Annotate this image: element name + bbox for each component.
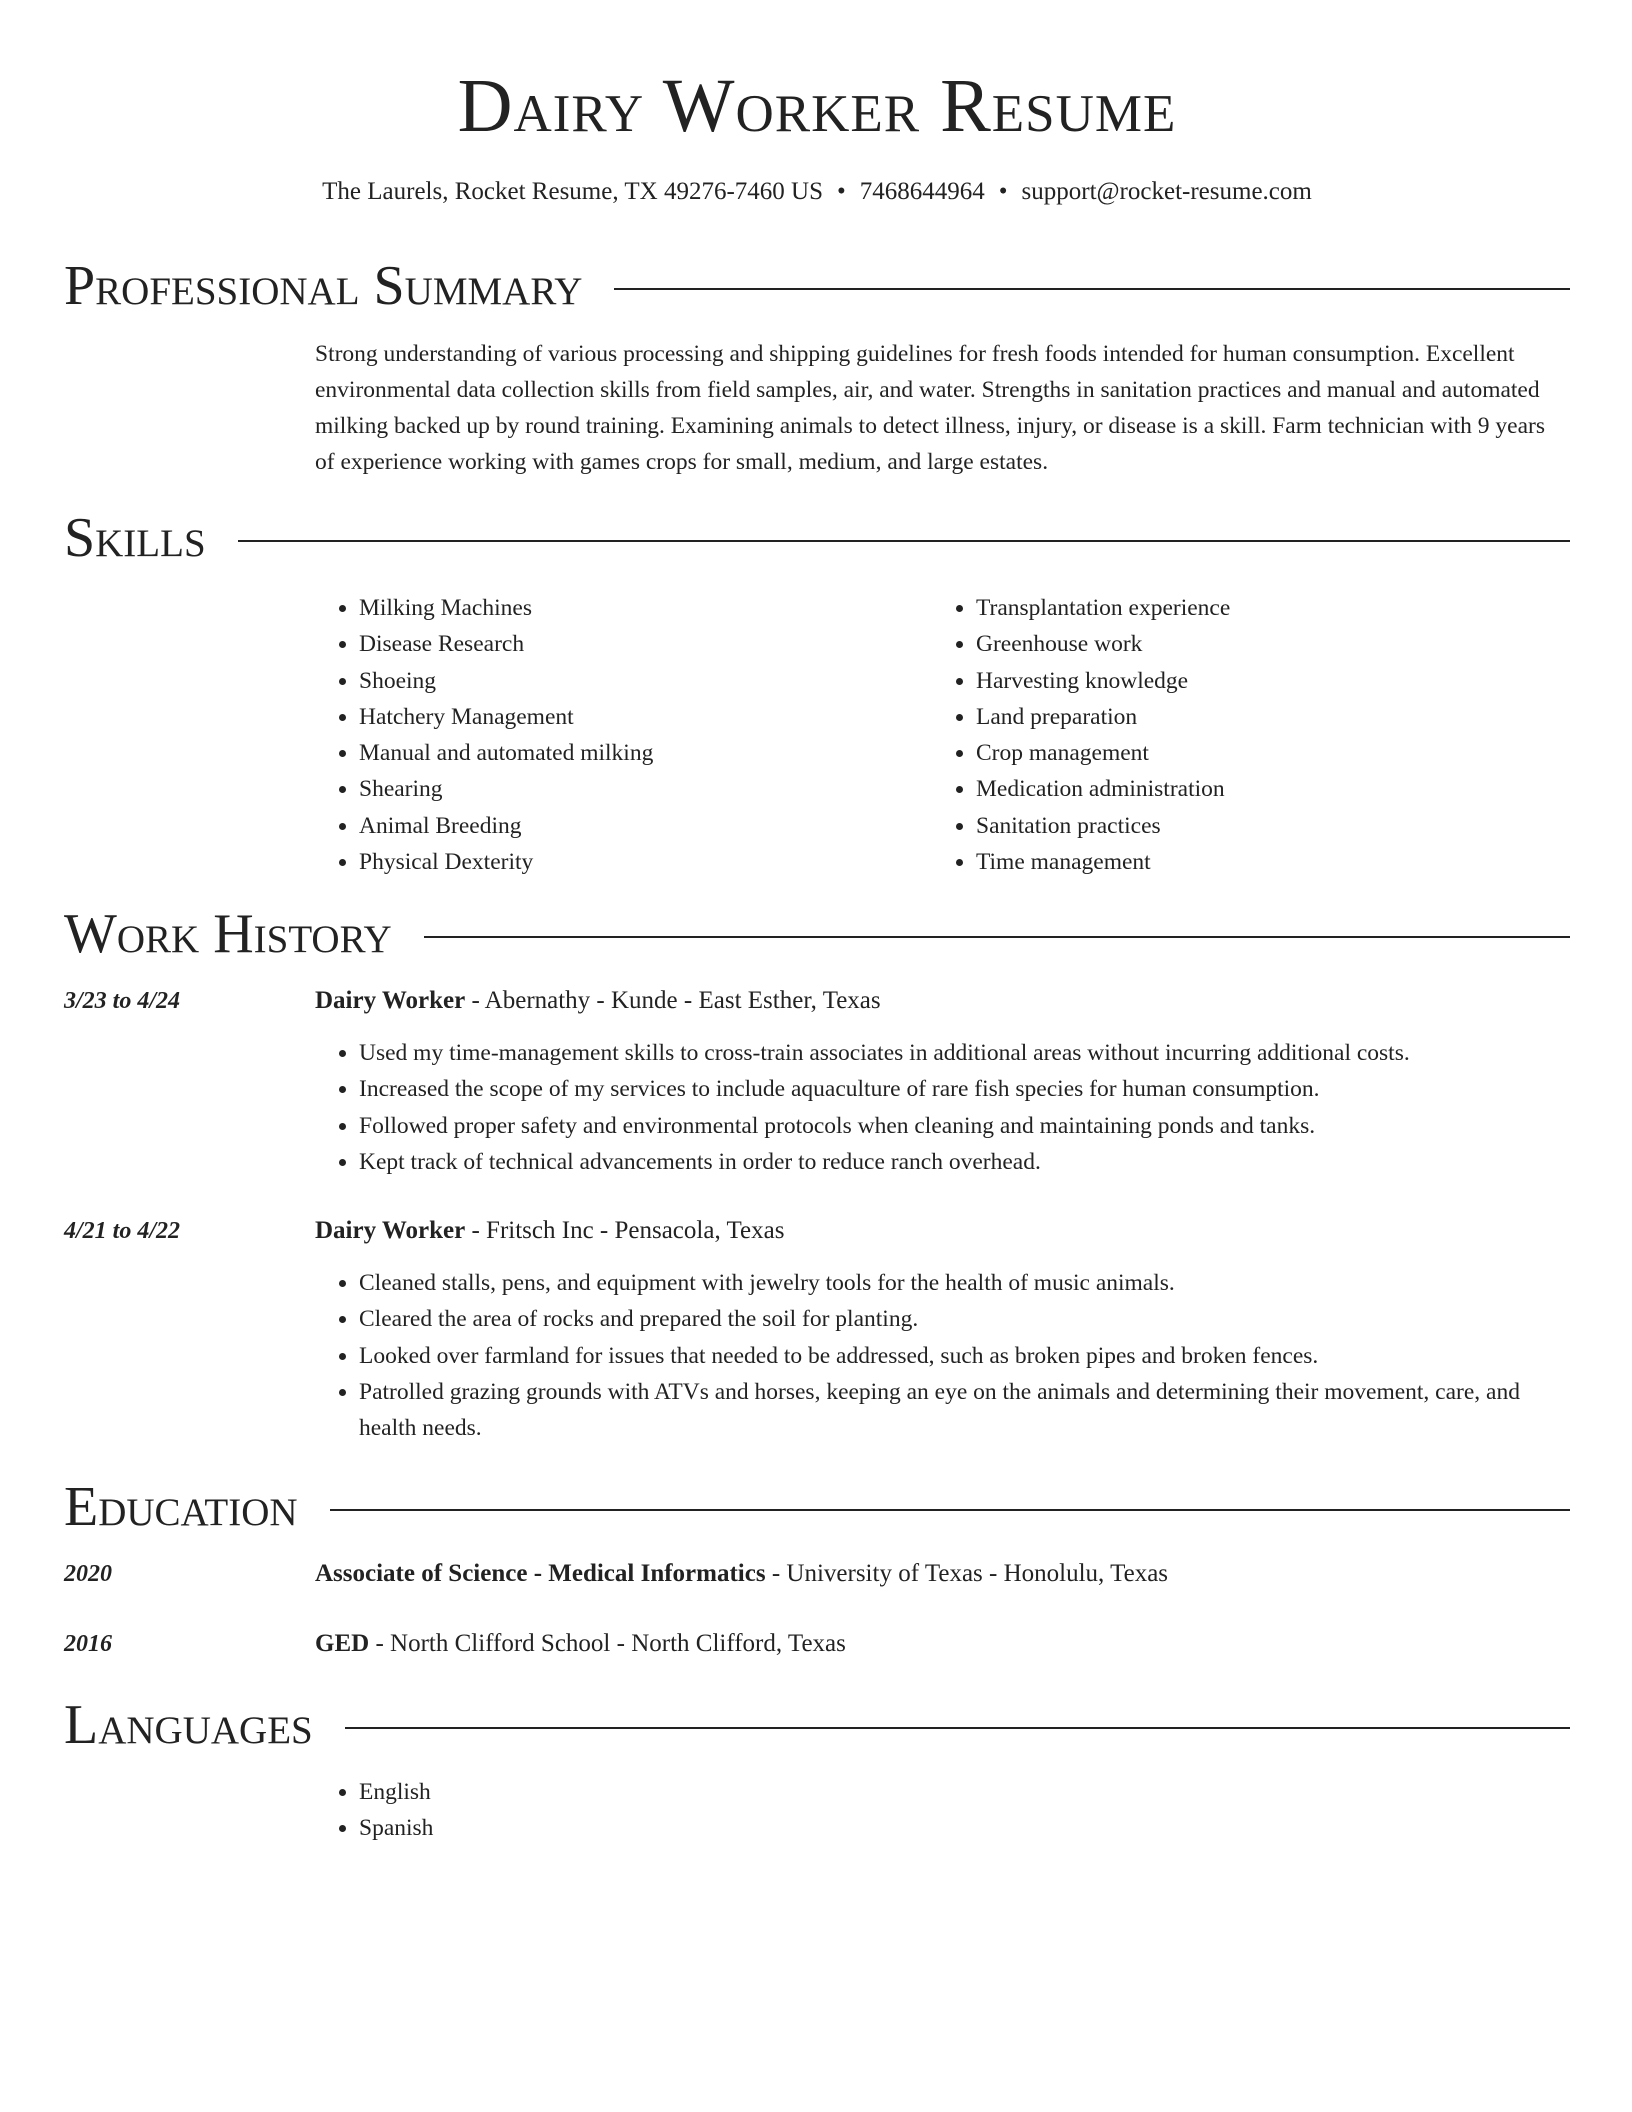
separator-dot: • <box>998 178 1008 205</box>
job-bullet-list <box>315 1265 1570 1446</box>
education-section-header <box>64 1475 1570 1539</box>
degree-title: GED <box>315 1630 370 1657</box>
job-bullet: • Used my time-management skills to cross-train associates in additional areas without incurring additional costs. <box>359 1035 1570 1071</box>
skill-item: • Greenhouse work <box>976 626 1549 662</box>
job-bullets <box>315 1265 1570 1446</box>
skills-column-right <box>932 590 1549 880</box>
section-divider <box>330 1509 1570 1511</box>
language-item: • English <box>359 1774 1570 1810</box>
education-entry <box>315 1556 1570 1592</box>
skill-item: • Sanitation practices <box>976 808 1549 844</box>
school-details: - University of Texas - Honolulu, Texas <box>765 1560 1169 1587</box>
education-year: 2020 <box>64 1561 112 1587</box>
job-bullet: • Looked over farmland for issues that needed to be addressed, such as broken pipes and broken fences. <box>359 1338 1570 1374</box>
skills-section-header <box>64 506 1570 570</box>
job-bullet: • Increased the scope of my services to include aquaculture of rare fish species for human consumption. <box>359 1071 1570 1107</box>
skills-columns <box>315 590 1570 880</box>
skill-item: • Transplantation experience <box>976 590 1549 626</box>
skill-item: • Shearing <box>359 771 932 807</box>
languages-list-wrap <box>315 1774 1570 1847</box>
job-title: Dairy Worker <box>315 987 466 1014</box>
summary-text: Strong understanding of various processing and shipping guidelines for fresh foods intended for human consumption. Excellent environmental data collection skills from field samples, air, and water. Strengths in sanitation practices and manual and automated milking backed up by round training. Examining animals to detect illness, injury, or disease is a skill. Farm technician with 9 years of experience working with games crops for small, medium, and large estates. <box>315 341 1546 475</box>
skill-item: • Time management <box>976 844 1549 880</box>
section-divider <box>424 936 1570 938</box>
resume-title: Dairy Worker Resume <box>457 64 1177 148</box>
job-bullet: • Cleared the area of rocks and prepared the soil for planting. <box>359 1301 1570 1337</box>
job-bullet: • Kept track of technical advancements in order to reduce ranch overhead. <box>359 1144 1570 1180</box>
summary-section-header <box>64 254 1570 318</box>
job-dates: 3/23 to 4/24 <box>64 988 181 1014</box>
skills-heading: Skills <box>64 507 206 569</box>
skill-item: • Shoeing <box>359 663 932 699</box>
skills-list-left <box>315 590 932 880</box>
skill-item: • Disease Research <box>359 626 932 662</box>
separator-dot: • <box>837 178 846 205</box>
phone-text: 7468644964 <box>859 178 985 205</box>
work-heading: Work History <box>64 903 392 965</box>
section-divider <box>614 288 1570 290</box>
skill-item: • Land preparation <box>976 699 1549 735</box>
section-divider <box>238 540 1570 542</box>
degree-title: Associate of Science - Medical Informatics <box>315 1560 766 1587</box>
skill-item: • Medication administration <box>976 771 1549 807</box>
skill-item: • Manual and automated milking <box>359 735 932 771</box>
address-text: The Laurels, Rocket Resume, TX 49276-7460 US <box>322 178 823 205</box>
skill-item: • Harvesting knowledge <box>976 663 1549 699</box>
skill-item: • Animal Breeding <box>359 808 932 844</box>
work-section-header <box>64 902 1570 966</box>
skill-item: • Hatchery Management <box>359 699 932 735</box>
skills-list-right <box>932 590 1549 880</box>
school-details: - North Clifford School - North Clifford, Texas <box>369 1630 846 1657</box>
job-details: - Fritsch Inc - Pensacola, Texas <box>465 1217 785 1244</box>
education-year: 2016 <box>64 1631 112 1657</box>
skills-column-left <box>315 590 932 880</box>
language-item: • Spanish <box>359 1810 1570 1846</box>
contact-line <box>64 172 1570 212</box>
languages-heading: Languages <box>64 1694 313 1756</box>
languages-section-header <box>64 1693 1570 1757</box>
skill-item: • Physical Dexterity <box>359 844 932 880</box>
education-heading: Education <box>64 1476 298 1538</box>
job-dates: 4/21 to 4/22 <box>64 1218 181 1244</box>
email-text: support@rocket-resume.com <box>1021 178 1312 205</box>
skill-item: • Crop management <box>976 735 1549 771</box>
job-title-line <box>315 983 1570 1019</box>
section-divider <box>345 1727 1570 1729</box>
job-bullet: • Patrolled grazing grounds with ATVs and horses, keeping an eye on the animals and determining their movement, care, and health needs. <box>359 1374 1570 1447</box>
job-bullets <box>315 1035 1570 1180</box>
job-bullet: • Followed proper safety and environmental protocols when cleaning and maintaining ponds and tanks. <box>359 1108 1570 1144</box>
education-entry <box>315 1626 1570 1662</box>
job-title-line <box>315 1213 1570 1249</box>
job-bullet: • Cleaned stalls, pens, and equipment with jewelry tools for the health of music animals. <box>359 1265 1570 1301</box>
languages-list <box>315 1774 1570 1847</box>
job-bullet-list <box>315 1035 1570 1180</box>
job-details: - Abernathy - Kunde - East Esther, Texas <box>465 987 881 1014</box>
skill-item: • Milking Machines <box>359 590 932 626</box>
summary-heading: Professional Summary <box>64 255 583 317</box>
job-title: Dairy Worker <box>315 1217 466 1244</box>
